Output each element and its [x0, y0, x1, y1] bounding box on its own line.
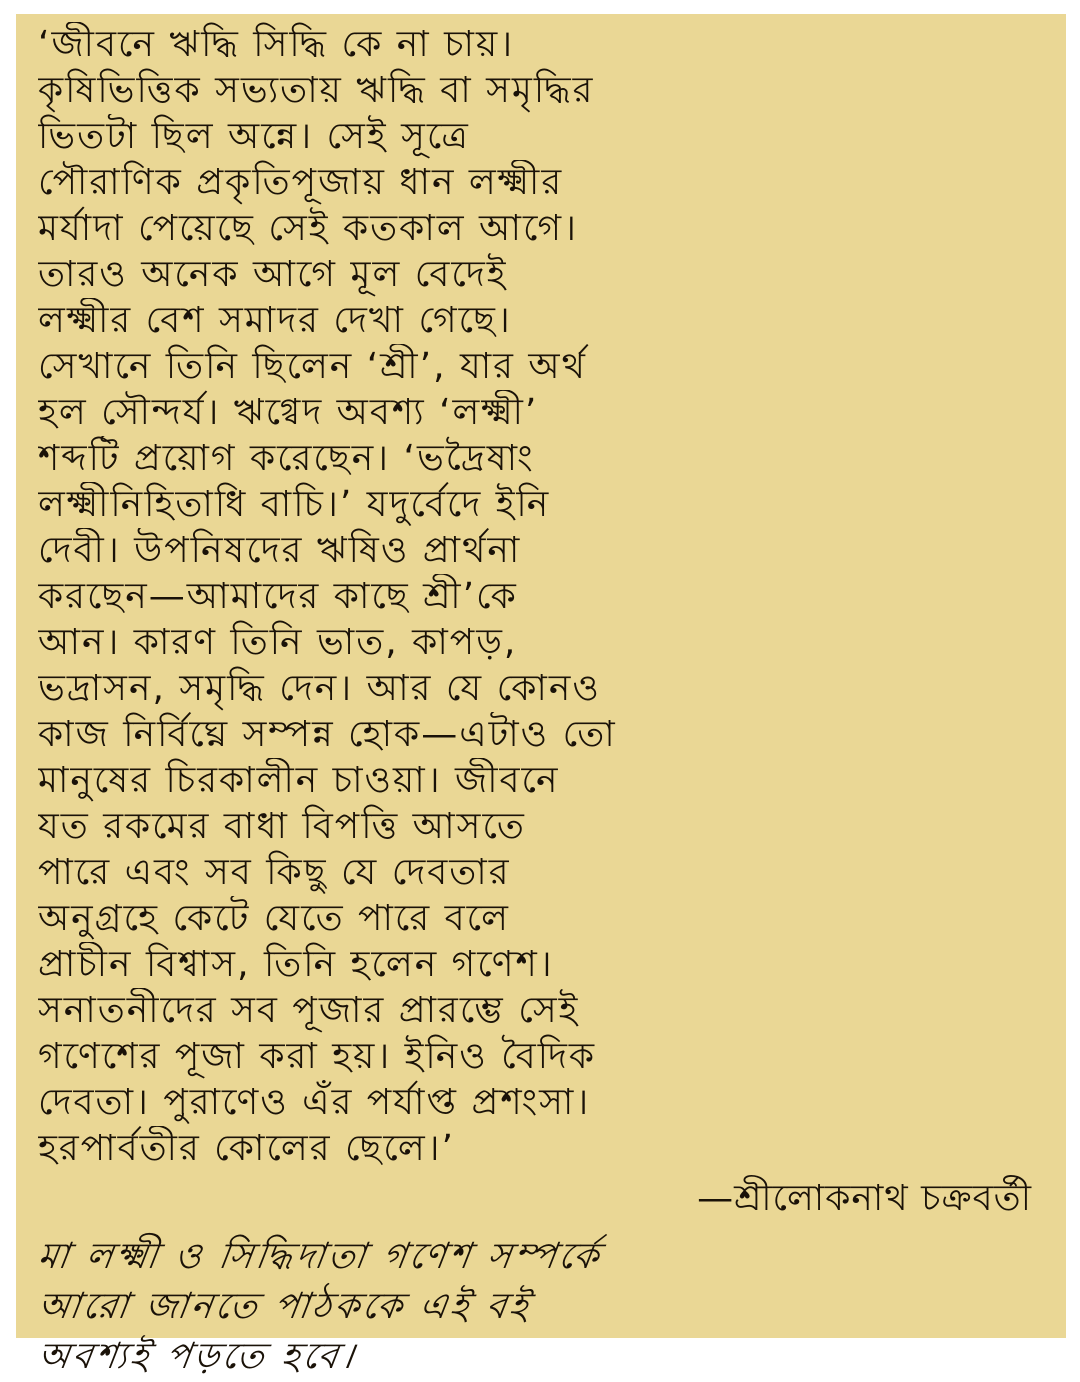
quote-line-13: করছেন—আমাদের কাছে শ্রী’কে	[38, 576, 518, 617]
note-line-2: আরো জানতে পাঠককে এই বই	[35, 1286, 534, 1327]
text-card	[16, 14, 1066, 1377]
quote-line-1: ‘জীবনে ঋদ্ধি সিদ্ধি কে না চায়।	[38, 24, 515, 65]
note-line-3: অবশ্যই পড়তে হবে।	[35, 1336, 360, 1377]
quote-line-6: তারও অনেক আগে মূল বেদেই	[38, 254, 508, 295]
quote-line-21: প্রাচীন বিশ্বাস, তিনি হলেন গণেশ।	[38, 944, 554, 985]
quote-line-9: হল সৌন্দর্য। ঋগ্বেদ অবশ্য ‘লক্ষ্মী’	[38, 392, 539, 433]
quote-line-25: হরপার্বতীর কোলের ছেলে।’	[38, 1128, 455, 1169]
quote-line-7: লক্ষ্মীর বেশ সমাদর দেখা গেছে।	[38, 300, 512, 341]
quote-line-16: কাজ নির্বিঘ্নে সম্পন্ন হোক—এটাও তো	[38, 714, 617, 755]
quote-line-14: আন। কারণ তিনি ভাত, কাপড়,	[38, 622, 518, 663]
quote-body	[38, 22, 1046, 1172]
quote-line-5: মর্যাদা পেয়েছে সেই কতকাল আগে।	[38, 208, 578, 249]
quote-line-24: দেবতা। পুরাণেও এঁর পর্যাপ্ত প্রশংসা।	[38, 1082, 591, 1123]
quote-line-23: গণেশের পূজা করা হয়। ইনিও বৈদিক	[38, 1036, 597, 1077]
quote-line-8: সেখানে তিনি ছিলেন ‘শ্রী’, যার অর্থ	[38, 346, 587, 387]
quote-line-15: ভদ্রাসন, সমৃদ্ধি দেন। আর যে কোনও	[38, 668, 601, 709]
quote-line-19: পারে এবং সব কিছু যে দেবতার	[38, 852, 511, 893]
reader-note	[35, 1232, 1046, 1382]
quote-line-12: দেবী। উপনিষদের ঋষিও প্রার্থনা	[38, 530, 522, 571]
quote-line-11: লক্ষ্মীনিহিতাধি বাচি।’ যদুর্বেদে ইনি	[38, 484, 551, 525]
quote-line-4: পৌরাণিক প্রকৃতিপূজায় ধান লক্ষ্মীর	[38, 162, 564, 203]
quote-line-20: অনুগ্রহে কেটে যেতে পারে বলে	[38, 898, 510, 939]
quote-line-17: মানুষের চিরকালীন চাওয়া। জীবনে	[38, 760, 560, 801]
quote-line-18: যত রকমের বাধা বিপত্তি আসতে	[38, 806, 526, 847]
quote-line-2: কৃষিভিত্তিক সভ্যতায় ঋদ্ধি বা সমৃদ্ধির	[38, 70, 595, 111]
quote-line-10: শব্দটি প্রয়োগ করেছেন। ‘ভদ্রৈষাং	[38, 438, 535, 479]
quote-line-3: ভিতটা ছিল অন্নে। সেই সূত্রে	[38, 116, 470, 157]
quote-line-22: সনাতনীদের সব পূজার প্রারম্ভে সেই	[38, 990, 580, 1031]
quote-author: —শ্রীলোকনাথ চক্রবর্তী	[697, 1178, 1032, 1219]
note-line-1: মা লক্ষ্মী ও সিদ্ধিদাতা গণেশ সম্পর্কে	[35, 1236, 605, 1277]
